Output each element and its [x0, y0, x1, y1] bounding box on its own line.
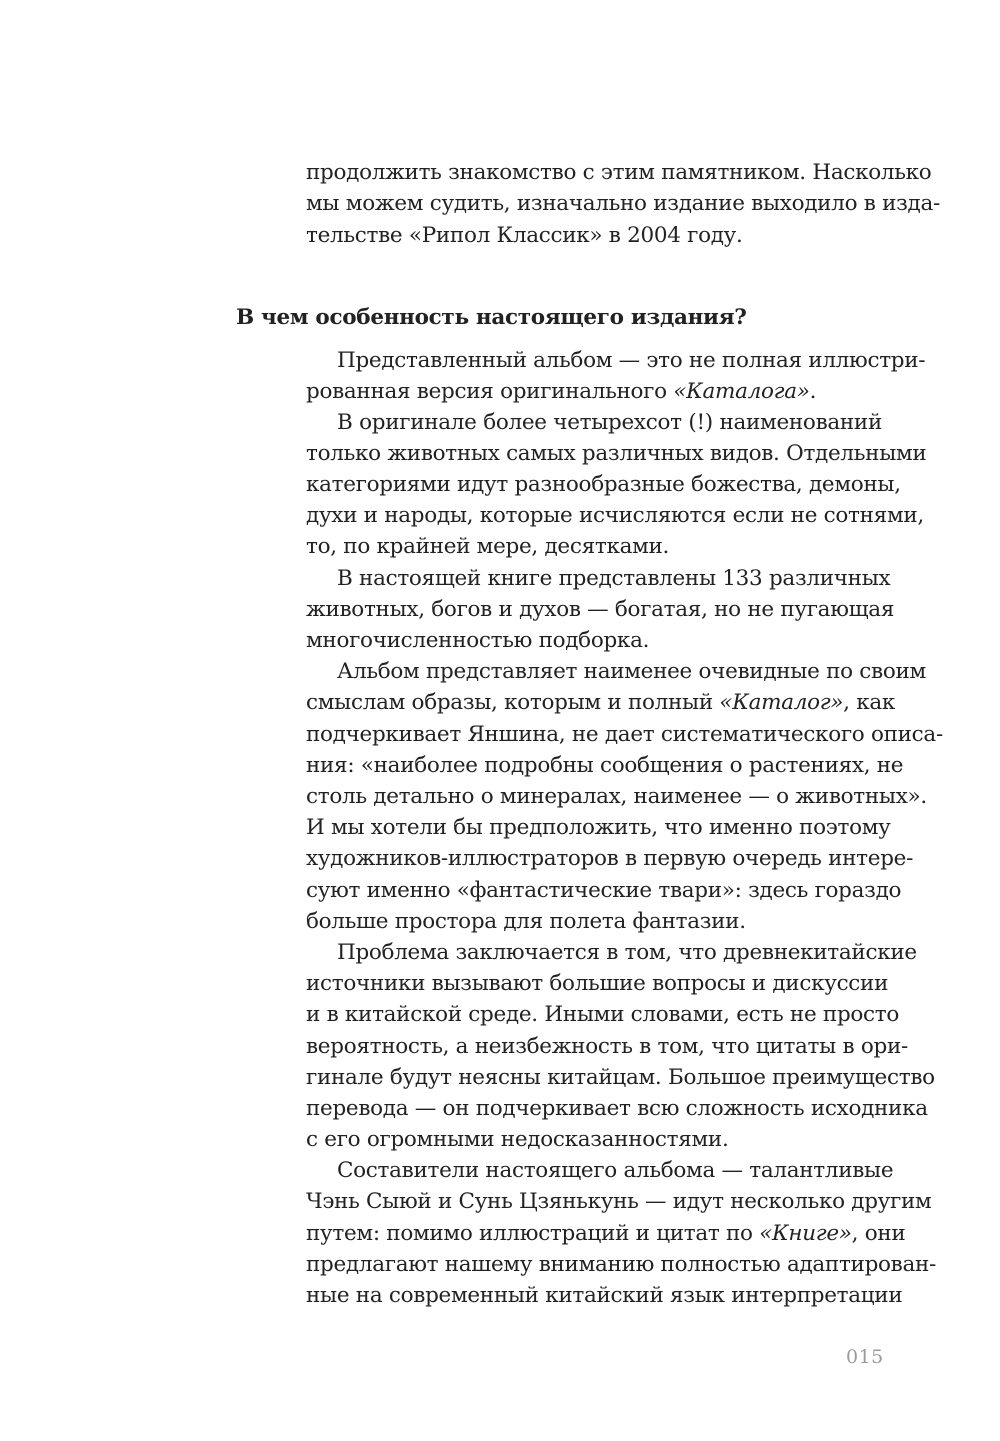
text-line: то, по крайней мере, десятками.	[306, 534, 670, 559]
text-line: источники вызывают большие вопросы и дискуссии	[306, 971, 889, 996]
text-span: , они	[851, 1221, 906, 1246]
text-line: перевода — он подчеркивает всю сложность исходника	[306, 1096, 928, 1121]
text-line: продолжить знакомство с этим памятником. Насколько	[306, 160, 932, 185]
text-span: смыслам образы, которым и полный	[306, 690, 720, 715]
page-number: 015	[846, 1346, 884, 1368]
text-line: вероятность, а неизбежность в том, что цитаты в ори-	[306, 1034, 908, 1059]
text-line: Представленный альбом — это не полная иллюстри-	[337, 348, 926, 373]
text-line: животных, богов и духов — богатая, но не пугающая	[306, 597, 895, 622]
italic-title: «Книге»	[759, 1221, 852, 1246]
text-line: В настоящей книге представлены 133 различных	[337, 566, 891, 591]
text-line: Альбом представляет наименее очевидные по своим	[337, 659, 926, 684]
section-heading: В чем особенность настоящего издания?	[236, 305, 747, 330]
text-line: И мы хотели бы предположить, что именно поэтому	[306, 815, 891, 840]
text-line: и в китайской среде. Иными словами, есть не просто	[306, 1002, 900, 1027]
text-line: Чэнь Сыюй и Сунь Цзянькунь — идут несколько другим	[306, 1189, 932, 1214]
text-line: ния: «наиболее подробны сообщения о растениях, не	[306, 753, 904, 778]
text-line: мы можем судить, изначально издание выходило в изда-	[306, 191, 940, 216]
text-line: предлагают нашему вниманию полностью адаптирован-	[306, 1252, 936, 1277]
text-line: художников-иллюстраторов в первую очередь интере-	[306, 846, 914, 871]
text-line: многочисленностью подборка.	[306, 628, 650, 653]
italic-title: «Каталога»	[673, 379, 810, 404]
text-line: суют именно «фантастические твари»: здесь гораздо	[306, 878, 902, 903]
text-line	[306, 1218, 906, 1249]
text-line: больше простора для полета фантазии.	[306, 909, 746, 934]
text-line: категориями идут разнообразные божества, демоны,	[306, 472, 901, 497]
text-line	[306, 376, 882, 407]
italic-title: «Каталог»	[719, 690, 844, 715]
text-line: тельстве «Рипол Классик» в 2004 году.	[306, 223, 743, 248]
text-line: В оригинале более четырехсот (!) наименований	[337, 410, 882, 435]
text-line: Проблема заключается в том, что древнекитайские	[337, 940, 917, 965]
text-line: духи и народы, которые исчисляются если не сотнями,	[306, 503, 924, 528]
text-line: с его огромными недосказанностями.	[306, 1127, 729, 1152]
text-line	[306, 687, 896, 718]
text-span: рованная версия оригинального	[306, 379, 674, 404]
text-span: , как	[843, 690, 896, 715]
text-line: подчеркивает Яншина, не дает систематического описа-	[306, 722, 943, 747]
text-span: путем: помимо иллюстраций и цитат по	[306, 1221, 760, 1246]
text-span: .	[809, 379, 817, 404]
text-line: столь детально о минералах, наименее — о животных».	[306, 784, 927, 809]
text-line: только животных самых различных видов. Отдельными	[306, 441, 927, 466]
text-line: Составители настоящего альбома — талантливые	[337, 1158, 894, 1183]
text-line: ные на современный китайский язык интерпретации	[306, 1283, 903, 1308]
text-line: гинале будут неясны китайцам. Большое преимущество	[306, 1065, 935, 1090]
